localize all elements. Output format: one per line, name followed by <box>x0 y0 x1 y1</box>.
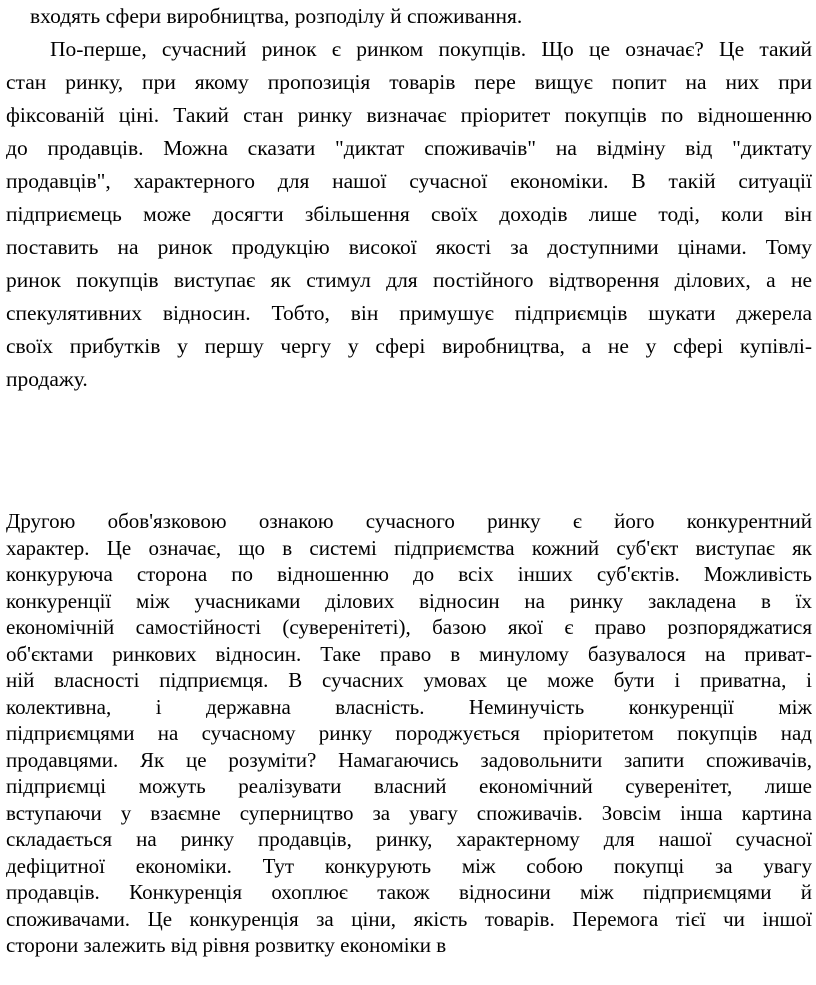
paragraph-3-line: колективна, і державна власність. Неминучість конкуренції між <box>6 694 812 719</box>
paragraph-3-line: дефіцитної економіки. Тут конкурують між собою покупці за увагу <box>6 853 812 878</box>
paragraph-3-line: характер. Це означає, що в системі підприємства кожний суб'єкт виступає як <box>6 535 812 560</box>
paragraph-2-line: По-перше, сучасний ринок є ринком покупців. Що це означає? Це такий <box>50 37 812 61</box>
paragraph-2-line: продавців", характерного для нашої сучасної економіки. В такій ситуації <box>6 169 812 193</box>
paragraph-3-line: продавцями. Як це розуміти? Намагаючись задовольнити запити споживачів, <box>6 747 812 772</box>
paragraph-2-line: спекулятивних відносин. Тобто, він примушує підприємців шукати джерела <box>6 301 812 325</box>
paragraph-2-line: фіксованій ціні. Такий стан ринку визначає пріоритет покупців по відношенню <box>6 103 812 127</box>
paragraph-3-line: підприємцями на сучасному ринку породжується пріоритетом покупців над <box>6 721 812 745</box>
paragraph-2-line: поставить на ринок продукцію високої якості за доступними цінами. Тому <box>6 235 812 259</box>
paragraph-2-line: ринок покупців виступає як стимул для постійного відтворення ділових, а не <box>6 268 812 292</box>
paragraph-1-line: входять сфери виробництва, розподілу й споживання. <box>30 4 523 28</box>
paragraph-3-line: підприємці можуть реалізувати власний економічний суверенітет, лише <box>6 774 812 798</box>
paragraph-2-line: підприємець може досягти збільшення своїх доходів лише тоді, коли він <box>6 202 812 226</box>
paragraph-2-line: продажу. <box>6 367 88 391</box>
paragraph-3-line: споживачами. Це конкуренція за ціни, якість товарів. Перемога тієї чи іншої <box>6 906 812 931</box>
paragraph-2-line: своїх прибутків у першу чергу у сфері виробництва, а не у сфері купівлі- <box>6 334 812 358</box>
paragraph-3-line: продавців. Конкуренція охоплює також відносини між підприємцями й <box>6 880 812 904</box>
paragraph-3-line: вступаючи у взаємне суперництво за увагу споживачів. Зовсім інша картина <box>6 800 812 825</box>
paragraph-3-line: економічній самостійності (суверенітеті), базою якої є право розпоряджатися <box>6 615 812 639</box>
paragraph-3-line: ній власності підприємця. В сучасних умовах це може бути і приватна, і <box>6 668 812 692</box>
paragraph-3-line: об'єктами ринкових відносин. Таке право в минулому базувалося на приват- <box>6 641 812 666</box>
paragraph-3-line: сторони залежить від рівня розвитку економіки в <box>6 933 447 957</box>
paragraph-3-line: складається на ринку продавців, ринку, характерному для нашої сучасної <box>6 827 812 851</box>
upper-text-block <box>6 0 812 396</box>
paragraph-2-line: стан ринку, при якому пропозиція товарів пере вищує попит на них при <box>6 70 812 94</box>
paragraph-2-line: до продавців. Можна сказати "диктат споживачів" на відміну від "диктату <box>6 136 812 160</box>
paragraph-3-line: конкуренції між учасниками ділових відносин на ринку закладена в їх <box>6 588 812 613</box>
lower-text-block <box>6 508 812 959</box>
paragraph-3-line: конкуруюча сторона по відношенню до всіх інших суб'єктів. Можливість <box>6 562 812 586</box>
paragraph-3-line: Другою обов'язковою ознакою сучасного ринку є його конкурентний <box>6 509 812 533</box>
